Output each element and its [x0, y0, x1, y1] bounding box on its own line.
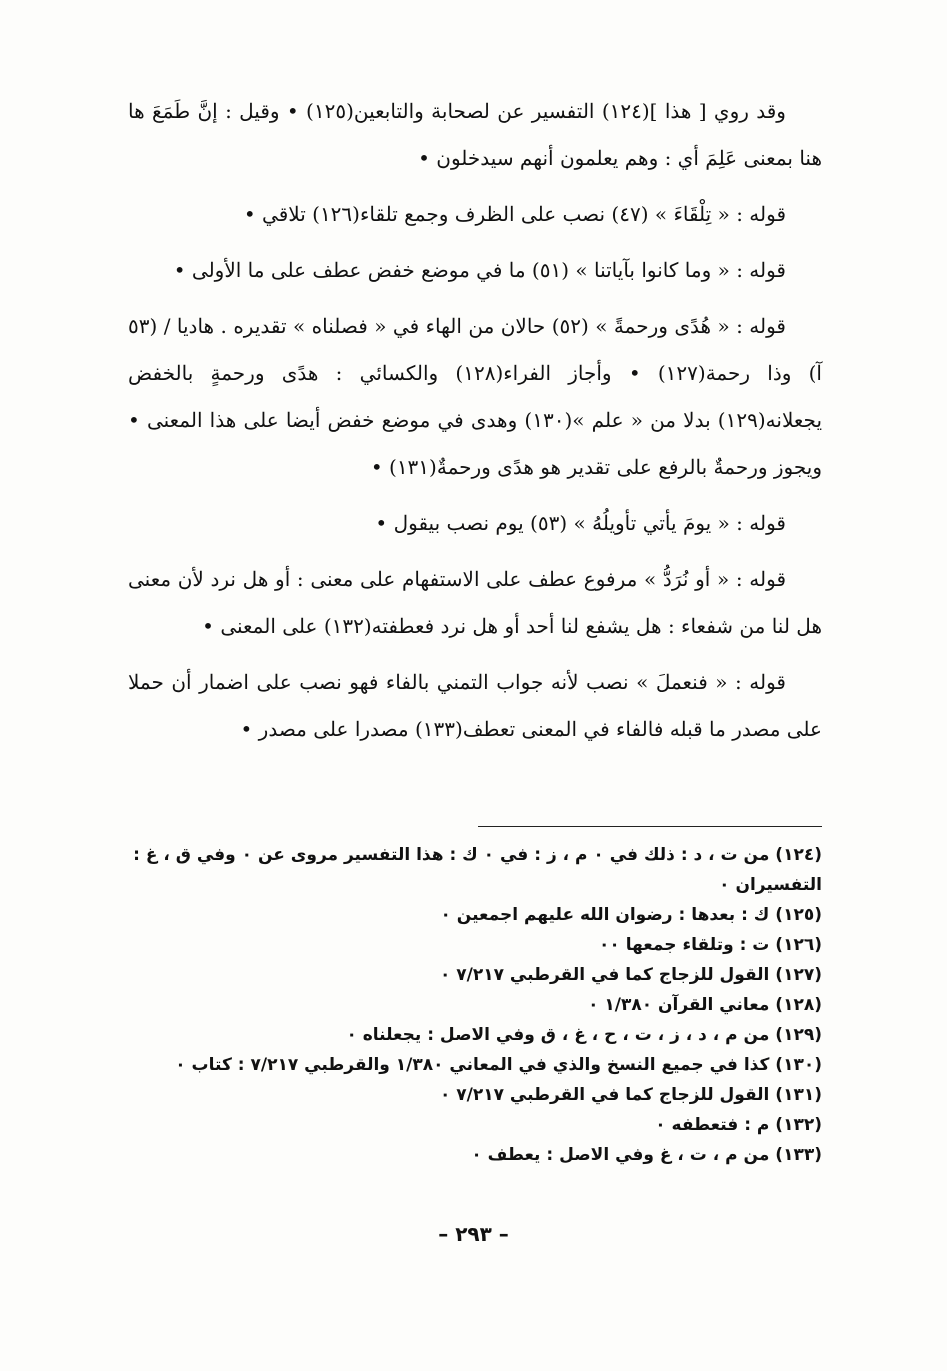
footnote-133: (١٣٣) من م ، ت ، غ وفي الاصل : يعطف ٠: [471, 1145, 822, 1165]
paragraph-5: قوله : « يومَ يأتي تأويلُهُ » (٥٣) يوم نصب بيقول •: [375, 511, 786, 535]
paragraph-6: قوله : « أو نُرَدُّ » مرفوع عطف على الاستفهام على معنى : أو هل نرد لأن معنى هل لنا من شفعاء : هل يشفع لنا أحد أو هل نرد فعطفته(١٣٢) على المعنى •: [128, 567, 822, 638]
paragraph-2: قوله : « تِلْقَاءَ » (٤٧) نصب على الظرف وجمع تلقاء(١٢٦) تلاقي •: [243, 202, 786, 226]
footnote-128: (١٢٨) معاني القرآن ١/٣٨٠ ٠: [588, 995, 822, 1015]
footnote-131: (١٣١) القول للزجاج كما في القرطبي ٧/٢١٧ ٠: [439, 1085, 822, 1105]
footnotes: [128, 840, 822, 1170]
footnote-125: (١٢٥) ك : بعدها : رضوان الله عليهم اجمعين ٠: [440, 905, 822, 925]
footnote-129: (١٢٩) من م ، د ، ز ، ت ، ح ، غ ، ق وفي الاصل : يجعلناه ٠: [346, 1025, 822, 1045]
page-number: – ٢٩٣ –: [438, 1222, 509, 1246]
footnote-124: (١٢٤) من ت ، د : ذلك في ٠ م ، ز : في ٠ ك : هذا التفسير مروى عن ٠ وفي ق ، غ : التفسيران ٠: [133, 845, 822, 895]
footnote-126: (١٢٦) ت : وتلقاء جمعها ٠٠: [599, 935, 822, 955]
footnote-127: (١٢٧) القول للزجاج كما في القرطبي ٧/٢١٧ ٠: [439, 965, 822, 985]
footnote-divider: [478, 826, 822, 827]
footnote-132: (١٣٢) م : فتعطفه ٠: [655, 1115, 822, 1135]
paragraph-7: قوله : « فنعملَ » نصب لأنه جواب التمني بالفاء فهو نصب على اضمار أن حملا على مصدر ما قبله فالفاء في المعنى تعطف(١٣٣) مصدرا على مصدر •: [128, 670, 822, 741]
paragraph-4: قوله : « هُدًى ورحمةً » (٥٢) حالان من الهاء في « فصلناه » تقديره . هاديا / (٥٣ آ) وذا رحمة(١٢٧) • وأجاز الفراء(١٢٨) والكسائي : هدًى ورحمةٍ بالخفض يجعلانه(١٢٩) بدلا من « علم »(١٣٠) وهدى في موضع خفض أيضا على هذا المعنى • ويجوز ورحمةٌ بالرفع على تقدير هو هدًى ورحمةٌ(١٣١) •: [128, 314, 823, 479]
main-text: [128, 88, 822, 762]
paragraph-3: قوله : « وما كانوا بآياتنا » (٥١) ما في موضع خفض عطف على ما الأولى •: [173, 258, 786, 282]
footnote-130: (١٣٠) كذا في جميع النسخ والذي في المعاني ١/٣٨٠ والقرطبي ٧/٢١٧ : كتاب ٠: [175, 1055, 822, 1075]
paragraph-1: وقد روي [ هذا ](١٢٤) التفسير عن لصحابة والتابعين(١٢٥) • وقيل : إنَّ طَمَعَ ها هنا بمعنى عَلِمَ أي : وهم يعلمون أنهم سيدخلون •: [128, 99, 822, 170]
